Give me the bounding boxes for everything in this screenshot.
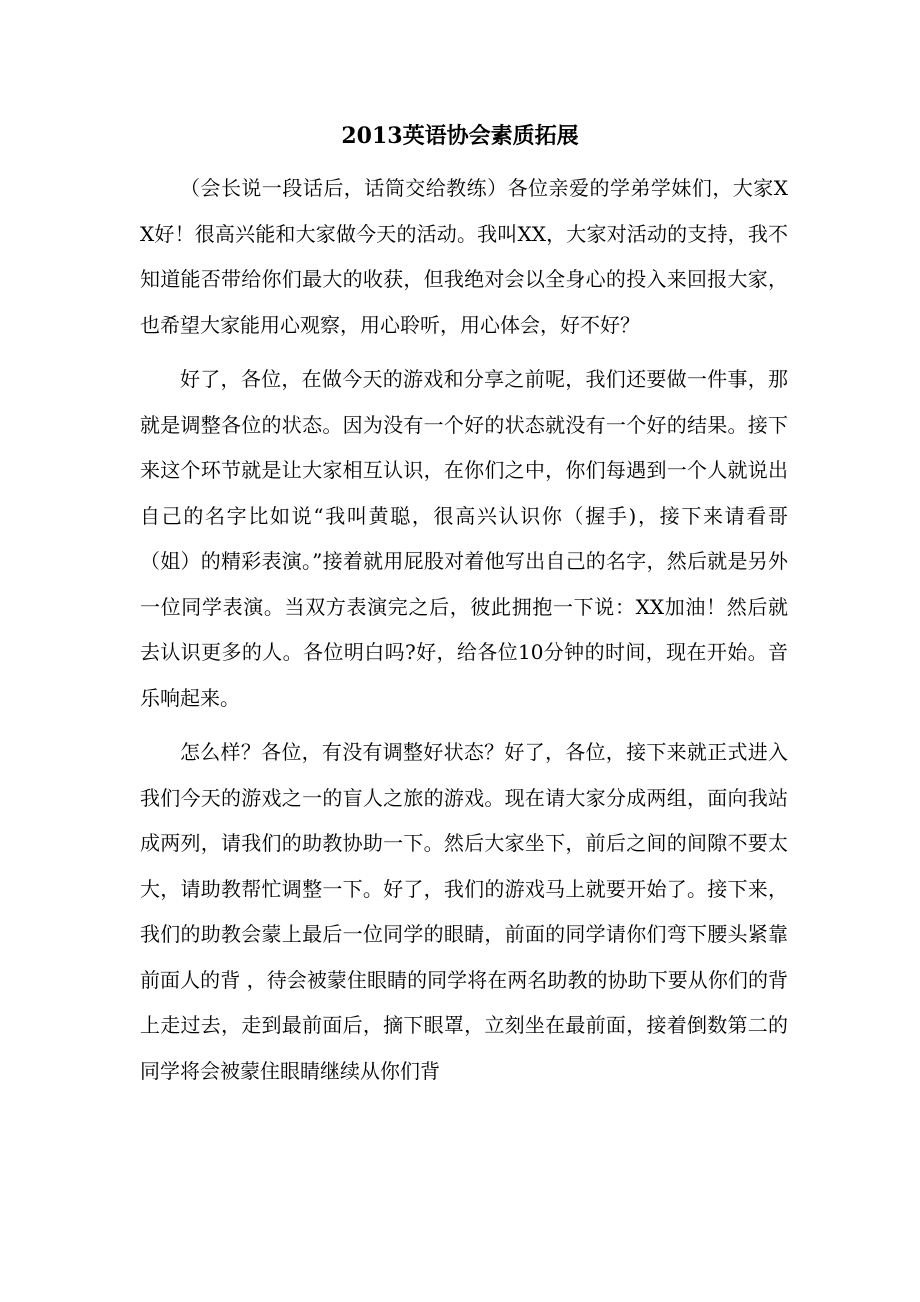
paragraph-3: 怎么样？各位，有没有调整好状态？好了，各位，接下来就正式进入我们今天的游戏之一的盲人之旅的游戏。现在请大家分成两组，面向我站成两列，请我们的助教协助一下。然后大家坐下，前后之间的间隙不要太大，请助教帮忙调整一下。好了，我们的游戏马上就要开始了。接下来，我们的助教会蒙上最后一位同学的眼睛，前面的同学请你们弯下腰头紧靠前面人的背 ，待会被蒙住眼睛的同学将在两名助教的协助下要从你们的背上走过去，走到最前面后，摘下眼罩，立刻坐在最前面，接着倒数第二的同学将会被蒙住眼睛继续从你们背 xyxy=(140,740,788,1083)
document-title: 2013英语协会素质拓展 xyxy=(341,123,579,149)
paragraph-2: 好了，各位，在做今天的游戏和分享之前呢，我们还要做一件事，那就是调整各位的状态。因为没有一个好的状态就没有一个好的结果。接下来这个环节就是让大家相互认识，在你们之中，你们每遇到一个人就说出自己的名字比如说“我叫黄聪，很高兴认识你（握手)，接下来请看哥（姐）的精彩表演。”接着就用屁股对着他写出自己的名字，然后就是另外一位同学表演。当双方表演完之后，彼此拥抱一下说：XX加油！然后就去认识更多的人。各位明白吗?好，给各位10分钟的时间，现在开始。音乐响起来。 xyxy=(140,367,788,710)
paragraph-1: （会长说一段话后，话筒交给教练）各位亲爱的学弟学妹们，大家XX好！很高兴能和大家做今天的活动。我叫XX，大家对活动的支持，我不知道能否带给你们最大的收获，但我绝对会以全身心的投入来回报大家，也希望大家能用心观察，用心聆听，用心体会，好不好？ xyxy=(140,176,788,337)
document-body xyxy=(140,166,788,1103)
